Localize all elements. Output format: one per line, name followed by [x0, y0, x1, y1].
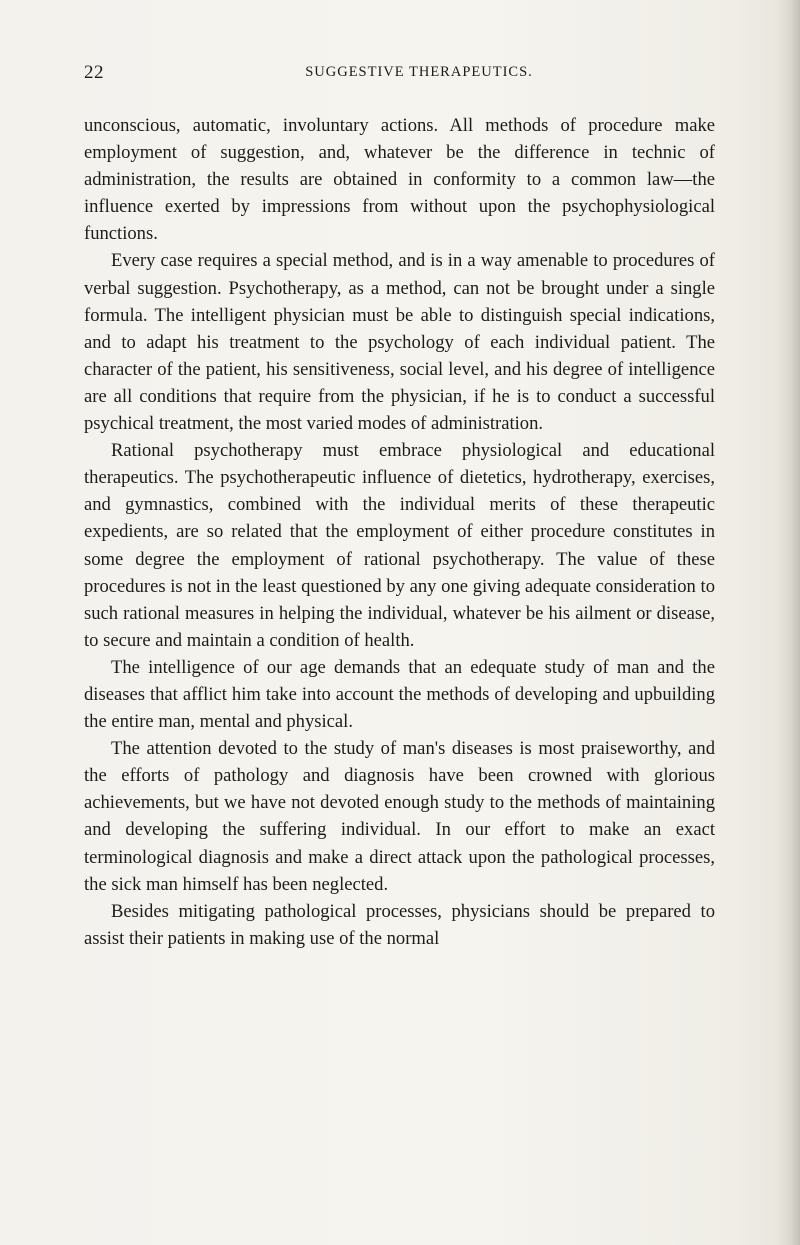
page-number: 22 — [84, 62, 104, 83]
paragraph: Every case requires a special method, and is in a way amenable to procedures of verbal suggestion. Psychotherapy, as a method, can not be brought under a single formula. The intelligent physician must be able to distinguish special indications, and to adapt his treatment to the psychology of each individual patient. The character of the patient, his sensitiveness, social level, and his degree of intelligence are all conditions that require from the physician, if he is to conduct a successful psychical treatment, the most varied modes of administration. — [84, 250, 715, 435]
paragraph: Besides mitigating pathological processes, physicians should be prepared to assist their patients in making use of the normal — [84, 900, 715, 949]
running-head: SUGGESTIVE THERAPEUTICS. — [305, 64, 533, 80]
paragraph: Rational psychotherapy must embrace physiological and educational therapeutics. The psychotherapeutic influence of dietetics, hydrotherapy, exercises, and gymnastics, combined with the individual merits of these therapeutic expedients, are so related that the employment of either procedure constitutes in some degree the employment of rational psychotherapy. The value of these procedures is not in the least questioned by any one giving adequate consideration to such rational measures in helping the individual, whatever be his ailment or disease, to secure and maintain a condition of health. — [84, 440, 715, 651]
page-edge-shadow — [778, 0, 800, 1245]
paragraph: The attention devoted to the study of man's diseases is most praiseworthy, and the efforts of pathology and diagnosis have been crowned with glorious achievements, but we have not devoted enough study to the methods of maintaining and developing the suffering individual. In our effort to make an exact terminological diagnosis and make a direct attack upon the pathological processes, the sick man himself has been neglected. — [84, 738, 715, 895]
page-header — [84, 62, 714, 84]
paragraph: unconscious, automatic, involuntary actions. All methods of procedure make employment of suggestion, and, whatever be the difference in technic of administration, the results are obtained in conformity to a common law—the influence exerted by impressions from without upon the psychophysiological functions. — [84, 115, 715, 245]
body-text — [84, 112, 715, 952]
paragraph: The intelligence of our age demands that an edequate study of man and the diseases that afflict him take into account the methods of developing and upbuilding the entire man, mental and physical. — [84, 656, 715, 733]
